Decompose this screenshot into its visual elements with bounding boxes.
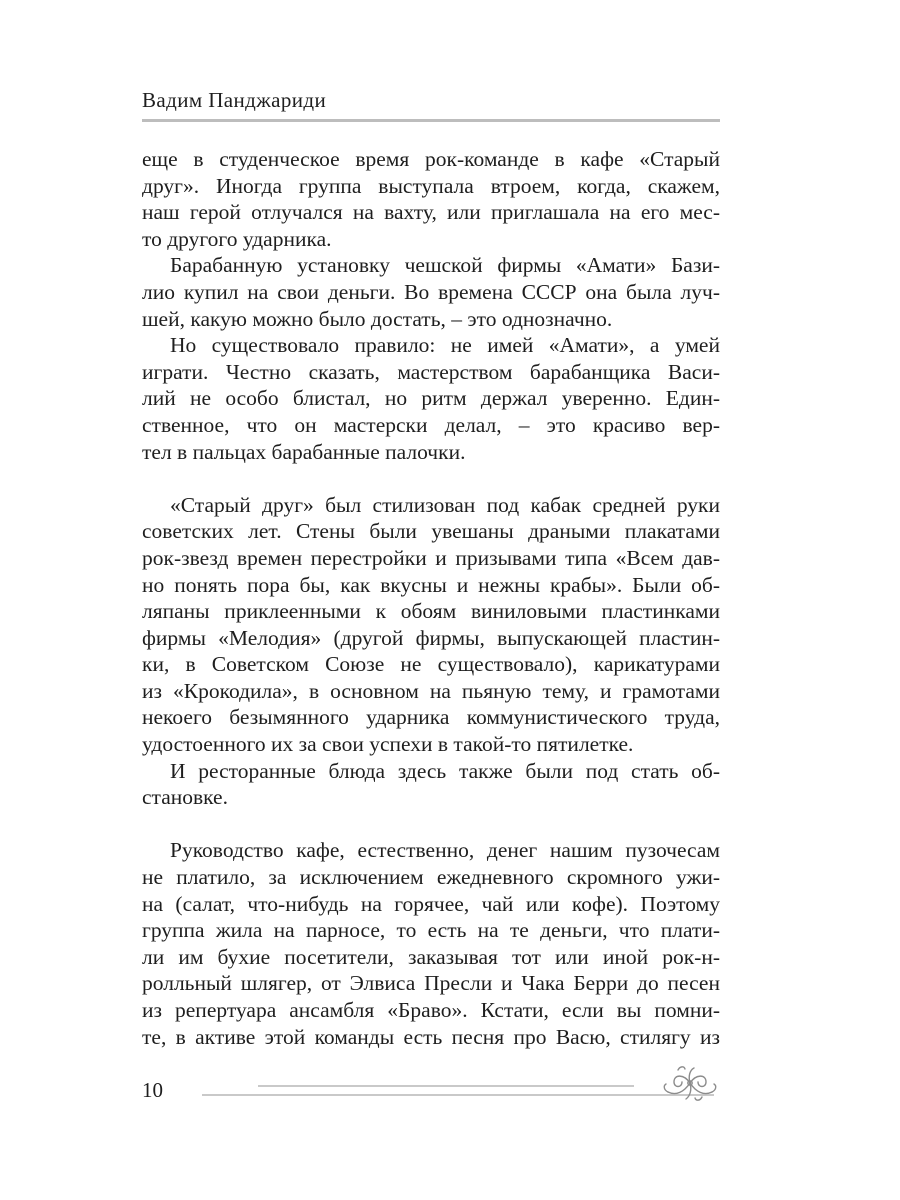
text-line: из репертуара ансамбля «Браво». Кстати, если вы помни- [142,998,720,1022]
text-line: на (салат, что-нибудь на горячее, чай или кофе). Поэтому [142,891,720,916]
text-line: не платило, за исключением ежедневного скромного ужи- [142,865,720,890]
text-line: становке. [142,785,228,810]
body-text [142,146,720,1050]
text-line: лио купил на свои деньги. Во времена СССР она была луч- [142,279,720,304]
text-line: лий не особо блистал, но ритм держал уверенно. Един- [142,386,720,411]
text-line: фирмы «Мелодия» (другой фирмы, выпускающей пластин- [142,625,720,650]
text-line: ли им бухие посетители, заказывая тот или иной рок-н- [142,944,720,969]
text-line: ляпаны приклеенными к обоям виниловыми пластинками [142,599,720,624]
text-line: некоего безымянного ударника коммунистического труда, [142,705,720,730]
text-line: Руководство кафе, естественно, денег нашим пузочесам [170,838,720,863]
text-line: советских лет. Стены были увешаны драными плакатами [142,519,720,544]
page-number: 10 [142,1078,163,1102]
text-line: Барабанную установку чешской фирмы «Амати» Бази- [170,253,720,278]
footer-divider-outer [202,1094,714,1096]
text-line: ственное, что он мастерски делал, – это красиво вер- [142,412,720,437]
text-line: еще в студенческое время рок-команде в кафе «Старый [142,147,720,171]
text-line: но понять пора бы, как вкусны и нежны крабы». Были об- [142,572,720,597]
text-line: группа жила на парносе, то есть на те деньги, что плати- [142,918,720,943]
text-line: рок-звезд времен перестройки и призывами типа «Всем дав- [142,545,720,570]
floral-ornament-icon [660,1062,720,1104]
text-line: из «Крокодила», в основном на пьяную тему, и грамотами [142,678,720,703]
text-line: тел в пальцах барабанные палочки. [142,439,466,464]
text-line: ки, в Советском Союзе не существовало), карикатурами [142,652,720,677]
text-line: друг». Иногда группа выступала втроем, когда, скажем, [142,173,720,198]
section-gap [142,811,720,838]
footer-divider-inner [258,1085,634,1087]
text-line: те, в активе этой команды есть песня про Васю, стилягу из [142,1024,720,1049]
text-line: играти. Честно сказать, мастерством барабанщика Васи- [142,359,720,384]
text-line: наш герой отлучался на вахту, или приглашала на его мес- [142,200,720,225]
text-line: «Старый друг» был стилизован под кабак средней руки [170,492,720,517]
text-line: удостоенного их за свои успехи в такой-то пятилетке. [142,732,634,757]
text-line: Но существовало правило: не имей «Амати», а умей [170,333,720,358]
running-header-author: Вадим Панджариди [142,88,327,112]
header-divider [142,119,720,122]
section-gap [142,465,720,492]
text-line: шей, какую можно было достать, – это однозначно. [142,306,613,331]
text-line: то другого ударника. [142,226,332,251]
text-line: ролльный шлягер, от Элвиса Пресли и Чака Берри до песен [142,971,720,996]
text-line: И ресторанные блюда здесь также были под стать об- [170,758,720,783]
